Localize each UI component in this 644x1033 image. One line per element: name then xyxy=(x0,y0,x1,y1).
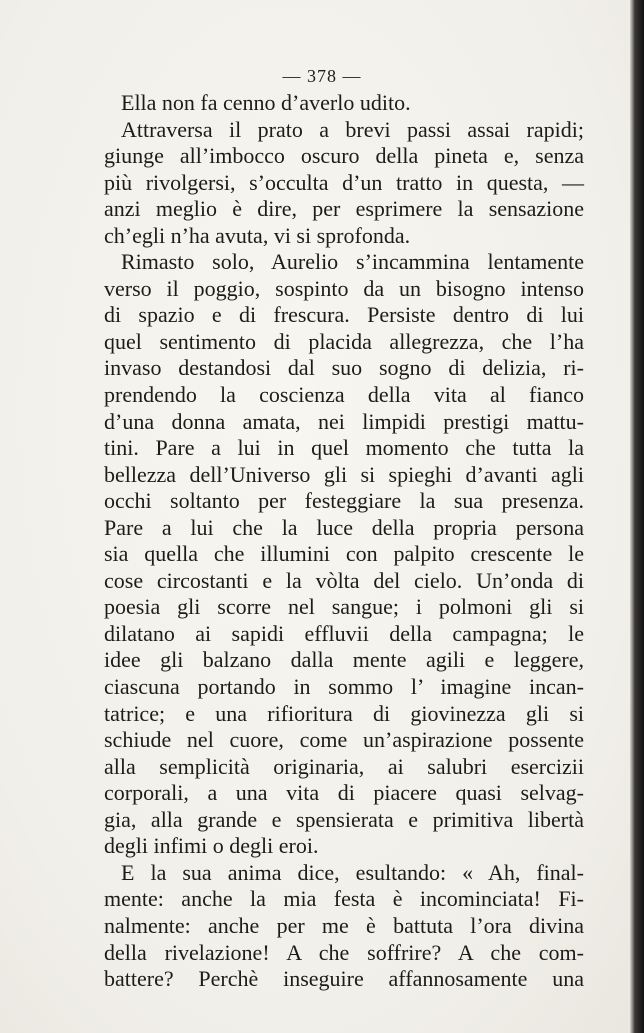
text-line: prendendo la coscienza della vita al fianco xyxy=(104,382,584,408)
text-line: occhi soltanto per festeggiare la sua presenza. xyxy=(104,488,584,514)
text-line: cose circostanti e la vòlta del cielo. Un’onda di xyxy=(104,567,584,593)
text-line: ch’egli n’ha avuta, vi si sprofonda. xyxy=(104,222,411,248)
text-line: tini. Pare a lui in quel momento che tutta la xyxy=(104,435,584,461)
text-line: corporali, a una vita di piacere quasi selvag- xyxy=(104,780,584,806)
text-line: E la sua anima dice, esultando: « Ah, final- xyxy=(121,859,584,885)
text-line: Pare a lui che la luce della propria persona xyxy=(104,514,584,540)
text-line: invaso destandosi dal suo sogno di delizia, ri- xyxy=(104,355,584,381)
text-line: Ella non fa cenno d’averlo udito. xyxy=(121,90,411,115)
body-text xyxy=(104,90,584,993)
text-line: sia quella che illumini con palpito crescente le xyxy=(104,541,584,567)
text-line: battere? Perchè inseguire affannosamente una xyxy=(104,966,584,992)
text-line: schiude nel cuore, come un’aspirazione possente xyxy=(104,727,584,753)
text-line: Rimasto solo, Aurelio s’incammina lentamente xyxy=(121,249,584,275)
text-line: Attraversa il prato a brevi passi assai rapidi; xyxy=(121,116,584,142)
text-line: giunge all’imbocco oscuro della pineta e, senza xyxy=(104,143,584,169)
text-line: verso il poggio, sospinto da un bisogno intenso xyxy=(104,275,584,301)
page-number: — 378 — xyxy=(282,66,362,86)
text-line: nalmente: anche per me è battuta l’ora divina xyxy=(104,912,584,938)
text-line: tatrice; e una rifioritura di giovinezza gli si xyxy=(104,700,584,726)
text-line: degli infimi o degli eroi. xyxy=(104,833,319,859)
text-line: quel sentimento di placida allegrezza, che l’ha xyxy=(104,328,584,354)
text-line: alla semplicità originaria, ai salubri esercizii xyxy=(104,753,584,779)
text-line: d’una donna amata, nei limpidi prestigi mattu- xyxy=(104,408,584,434)
text-line: dilatano ai sapidi effluvii della campagna; le xyxy=(104,620,584,646)
text-line: idee gli balzano dalla mente agili e leggere, xyxy=(104,647,584,673)
text-line: mente: anche la mia festa è incominciata! Fi- xyxy=(104,886,584,912)
text-line: più rivolgersi, s’occulta d’un tratto in questa, — xyxy=(104,169,584,195)
text-line: poesia gli scorre nel sangue; i polmoni gli si xyxy=(104,594,584,620)
page-edge-shadow xyxy=(630,0,644,1033)
text-line: bellezza dell’Universo gli si spieghi d’avanti agli xyxy=(104,461,584,487)
text-line: gia, alla grande e spensierata e primitiva libertà xyxy=(104,806,584,832)
text-line: ciascuna portando in sommo l’ imagine incan- xyxy=(104,674,584,700)
text-line: anzi meglio è dire, per esprimere la sensazione xyxy=(104,196,584,222)
text-line: di spazio e di frescura. Persiste dentro di lui xyxy=(104,302,584,328)
text-line: della rivelazione! A che soffrire? A che com- xyxy=(104,939,584,965)
